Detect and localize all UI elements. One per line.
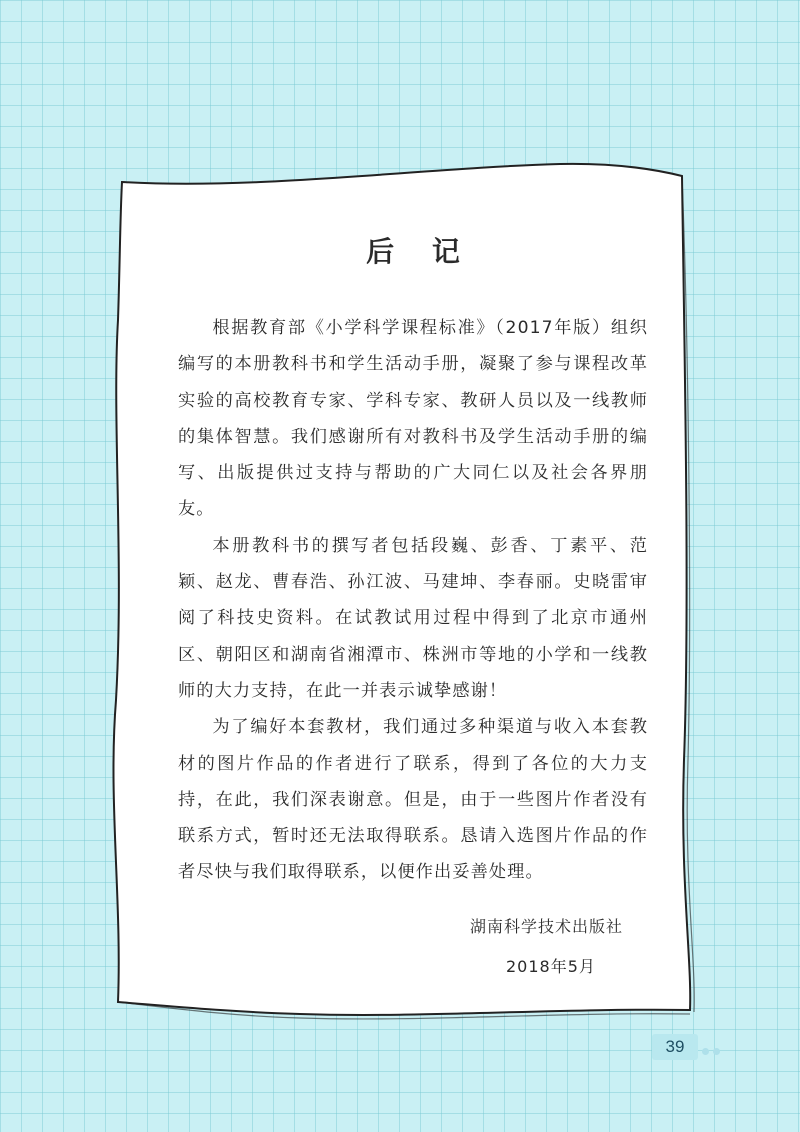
- page-title: 后 记: [366, 235, 474, 268]
- decor-dot-1: [702, 1048, 709, 1055]
- paragraph-3: 为了编好本套教材，我们通过多种渠道与收入本套教材的图片作品的作者进行了联系，得到了各位的大力支持，在此，我们深表谢意。但是，由于一些图片作者没有联系方式，暂时还无法取得联系。恳请入选图片作品的作者尽快与我们取得联系，以便作出妥善处理。: [178, 717, 648, 883]
- publisher-name: 湖南科学技术出版社: [470, 917, 624, 936]
- paragraph-2: 本册教科书的撰写者包括段巍、彭香、丁素平、范颖、赵龙、曹春浩、孙江波、马建坤、李春丽。史晓雷审阅了科技史资料。在试教试用过程中得到了北京市通州区、朝阳区和湖南省湘潭市、株洲市等地的小学和一线教师的大力支持，在此一并表示诚挚感谢！: [178, 535, 648, 701]
- afterword-body: [178, 222, 648, 891]
- decor-dot-2: [713, 1048, 720, 1055]
- publish-date: 2018年5月: [506, 957, 596, 976]
- page-number: 39: [652, 1034, 698, 1060]
- paragraph-1: 根据教育部《小学科学课程标准》（2017年版）组织编写的本册教科书和学生活动手册，凝聚了参与课程改革实验的高校教育专家、学科专家、教研人员以及一线教师的集体智慧。我们感谢所有对教科书及学生活动手册的编写、出版提供过支持与帮助的广大同仁以及社会各界朋友。: [178, 318, 648, 520]
